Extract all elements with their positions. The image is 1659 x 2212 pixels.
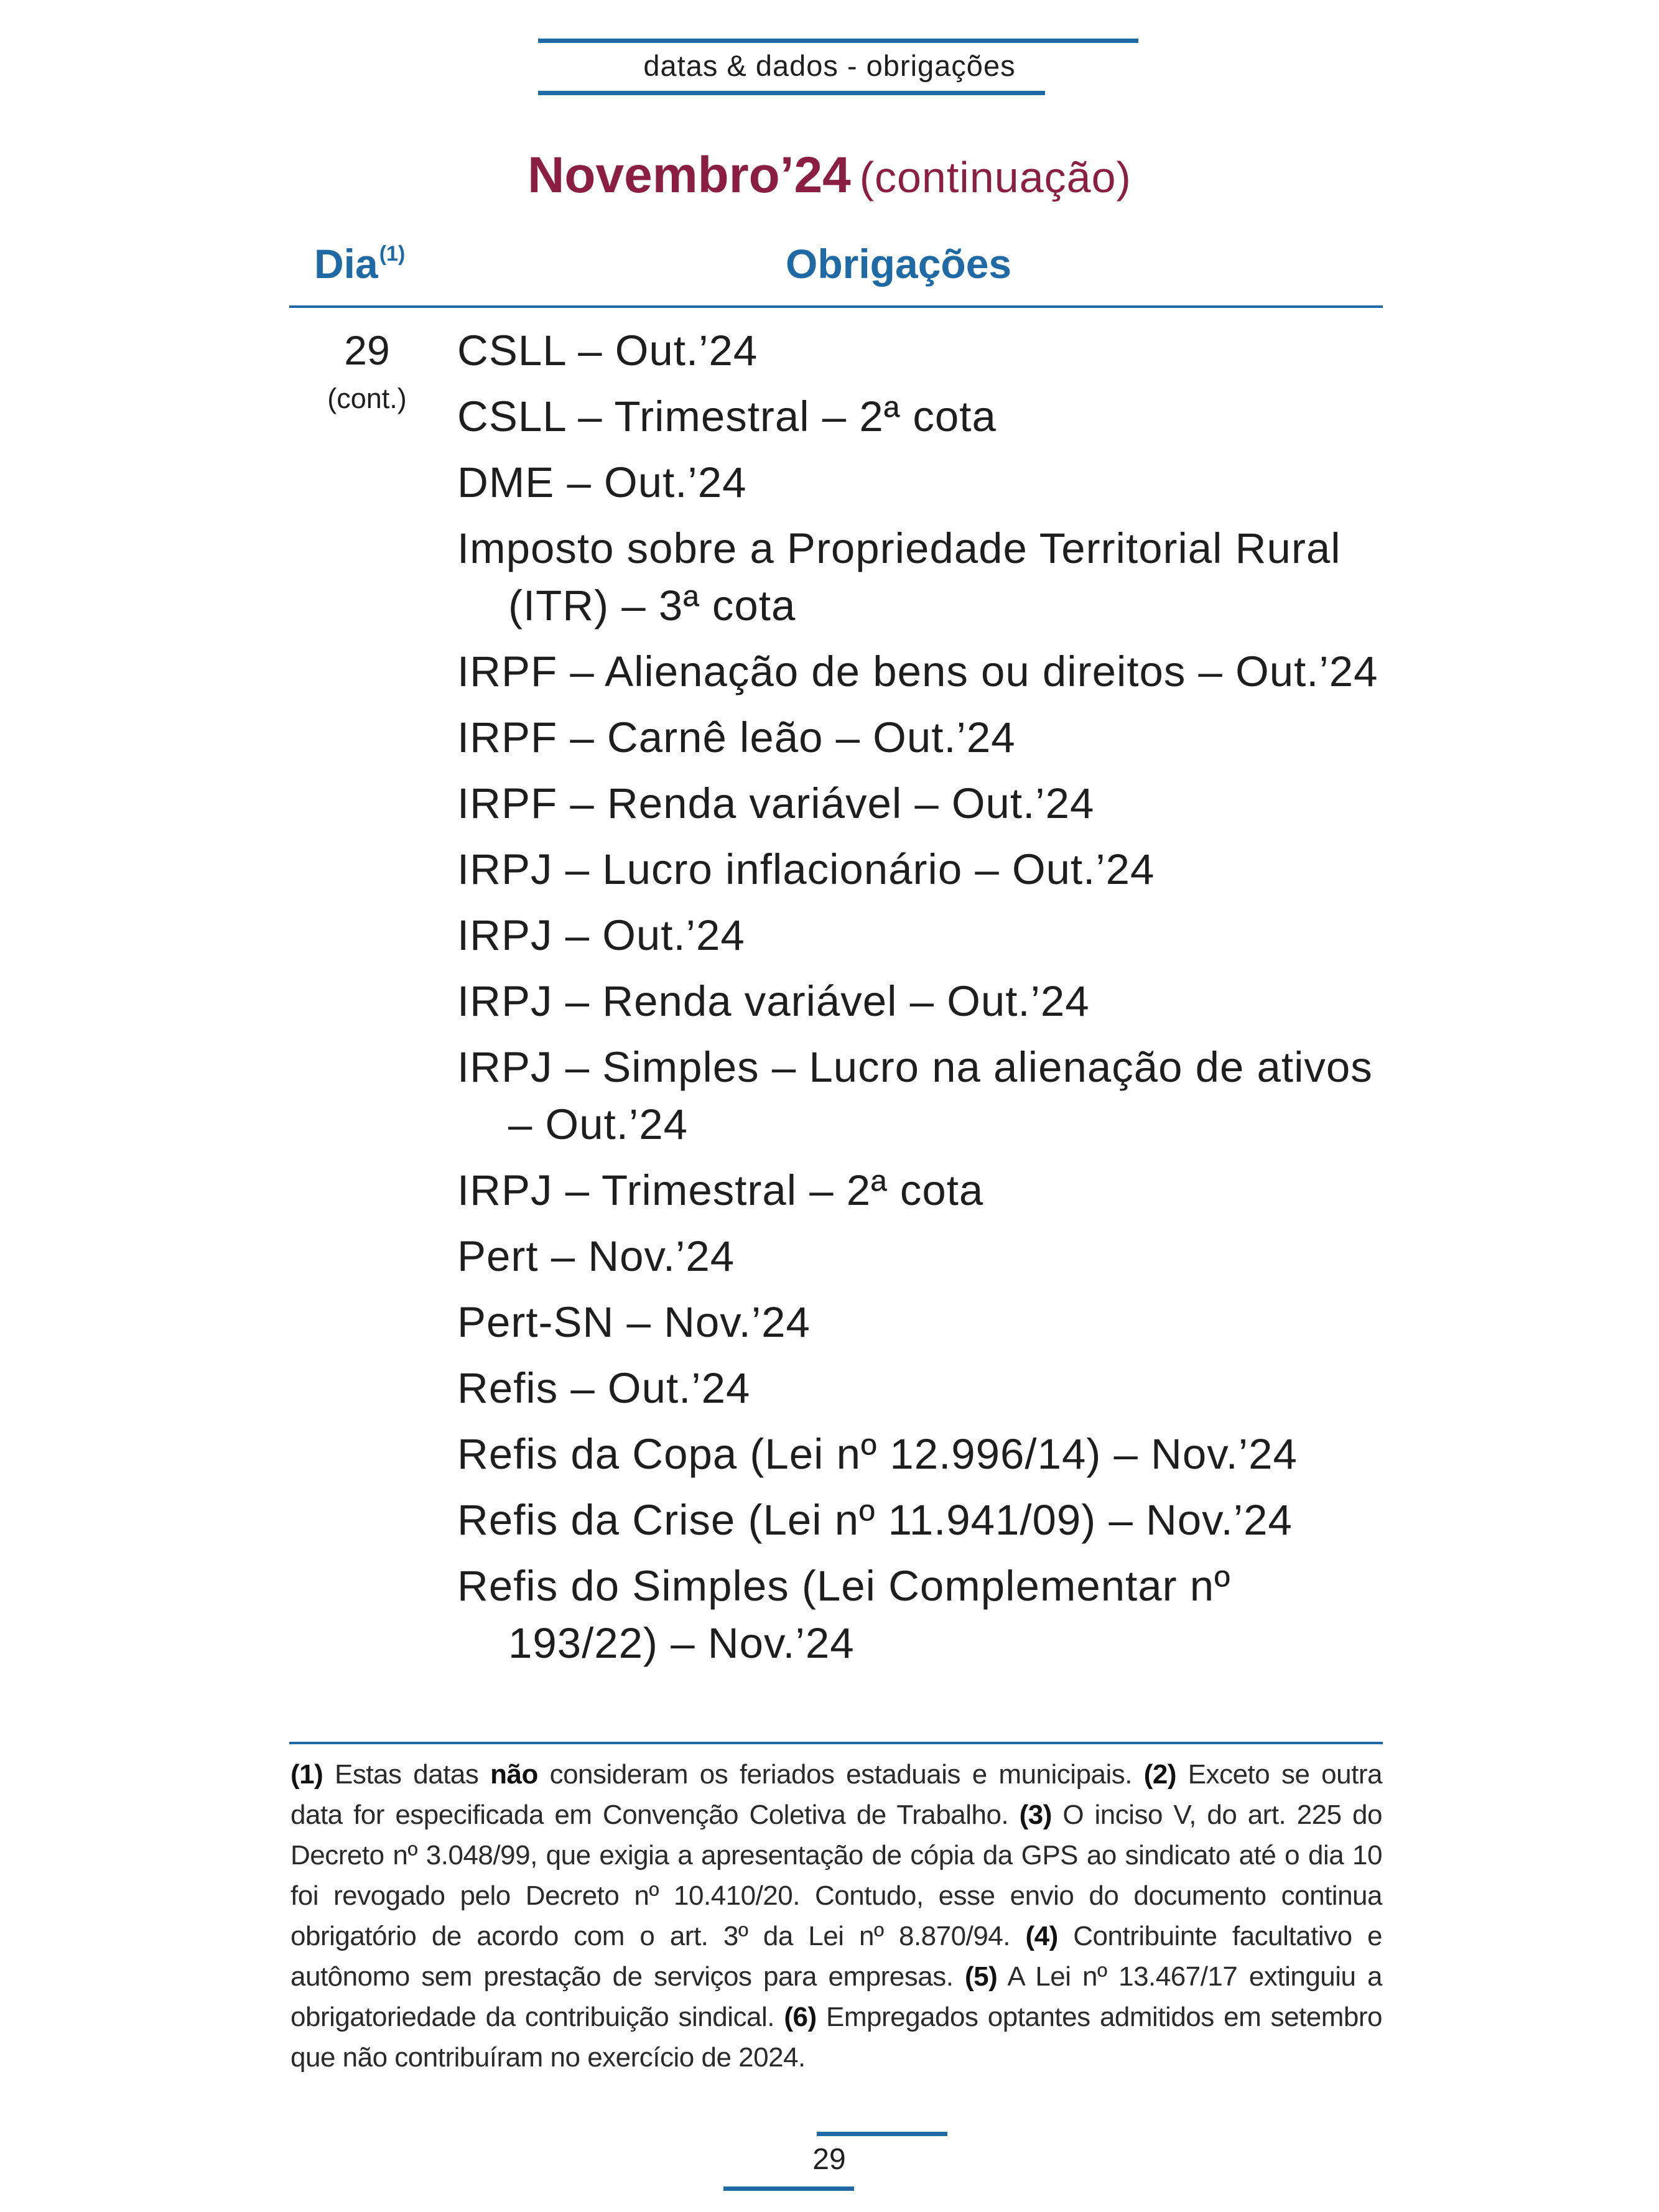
header-rule-top (538, 39, 1138, 43)
obligation-item: Refis do Simples (Lei Complementar nº 193/22) – Nov.’24 (457, 1562, 1231, 1667)
footnote-5-text: A Lei nº 13.467/17 extinguiu a obrigatoriedade da contribuição sindical. (290, 1961, 1382, 2032)
obligation-item: IRPJ – Trimestral – 2ª cota (457, 1166, 984, 1214)
obligation-item: IRPJ – Out.’24 (457, 911, 745, 959)
obligation-item: IRPJ – Simples – Lucro na alienação de ativos – Out.’24 (457, 1043, 1373, 1148)
footnote-6-label: (6) (784, 2002, 817, 2032)
column-header-dia-label: Dia (314, 241, 378, 287)
page-number-rule-top (817, 2132, 947, 2136)
footnote-3-text: O inciso V, do art. 225 do Decreto nº 3.048/99, que exigia a apresentação de cópia da GPS ao sindicato até o dia 10 foi revogado pelo Decreto nº 10.410/20. Contudo, esse envio do documento continua obrigatório de acordo com o art. 3º da Lei nº 8.870/94. (290, 1800, 1382, 1951)
obligations-list (457, 322, 1390, 1681)
obligation-item: IRPJ – Lucro inflacionário – Out.’24 (457, 845, 1155, 893)
footnote-1-text-a: Estas datas (335, 1759, 479, 1790)
day-number: 29 (344, 327, 390, 373)
footnote-1-emphasis: não (490, 1759, 538, 1790)
footnote-5-label: (5) (965, 1961, 998, 1992)
title-continuation: (continuação) (859, 153, 1132, 202)
footnote-2-text: Exceto se outra data for especificada em Convenção Coletiva de Trabalho. (290, 1759, 1382, 1830)
obligation-item: IRPF – Carnê leão – Out.’24 (457, 713, 1016, 761)
obligation-item: CSLL – Trimestral – 2ª cota (457, 393, 997, 440)
obligation-item: IRPJ – Renda variável – Out.’24 (457, 977, 1090, 1025)
column-header-obrigacoes: Obrigações (786, 241, 1012, 287)
footnotes-rule (289, 1742, 1383, 1744)
day-note: (cont.) (327, 383, 407, 414)
obligation-item: IRPF – Alienação de bens ou direitos – Out.’24 (457, 648, 1378, 695)
obligation-item: Imposto sobre a Propriedade Territorial Rural (ITR) – 3ª cota (457, 524, 1341, 630)
footnotes (290, 1754, 1382, 2078)
footnote-2-label: (2) (1143, 1759, 1177, 1790)
footnote-6-text: Empregados optantes admitidos em setembro que não contribuíram no exercício de 2024. (290, 2002, 1382, 2073)
obligation-item: Refis da Crise (Lei nº 11.941/09) – Nov.’24 (457, 1496, 1293, 1544)
footnote-4-label: (4) (1025, 1921, 1058, 1951)
footnote-1-label: (1) (290, 1759, 323, 1790)
header-rule-bottom (538, 91, 1045, 95)
obligation-item: IRPF – Renda variável – Out.’24 (457, 779, 1095, 827)
footnote-3-label: (3) (1019, 1800, 1052, 1830)
obligation-item: Pert – Nov.’24 (457, 1232, 735, 1280)
page-number: 29 (812, 2143, 846, 2176)
footnote-1-text-b: consideram os feriados estaduais e municipais. (549, 1759, 1133, 1790)
obligation-item: CSLL – Out.’24 (457, 327, 758, 374)
obligation-item: Pert-SN – Nov.’24 (457, 1298, 811, 1346)
obligation-item: Refis da Copa (Lei nº 12.996/14) – Nov.’24 (457, 1430, 1298, 1478)
running-head: datas & dados - obrigações (643, 49, 1016, 82)
page-number-rule-bottom (723, 2186, 854, 2191)
page-title (0, 146, 1659, 205)
footnote-4-text: Contribuinte facultativo e autônomo sem prestação de serviços para empresas. (290, 1921, 1383, 1992)
table-header-rule (289, 305, 1383, 308)
obligation-item: Refis – Out.’24 (457, 1364, 751, 1412)
column-header-dia-note: (1) (379, 242, 406, 266)
obligation-item: DME – Out.’24 (457, 458, 747, 506)
title-month: Novembro’24 (527, 147, 851, 203)
column-header-dia (314, 240, 405, 287)
